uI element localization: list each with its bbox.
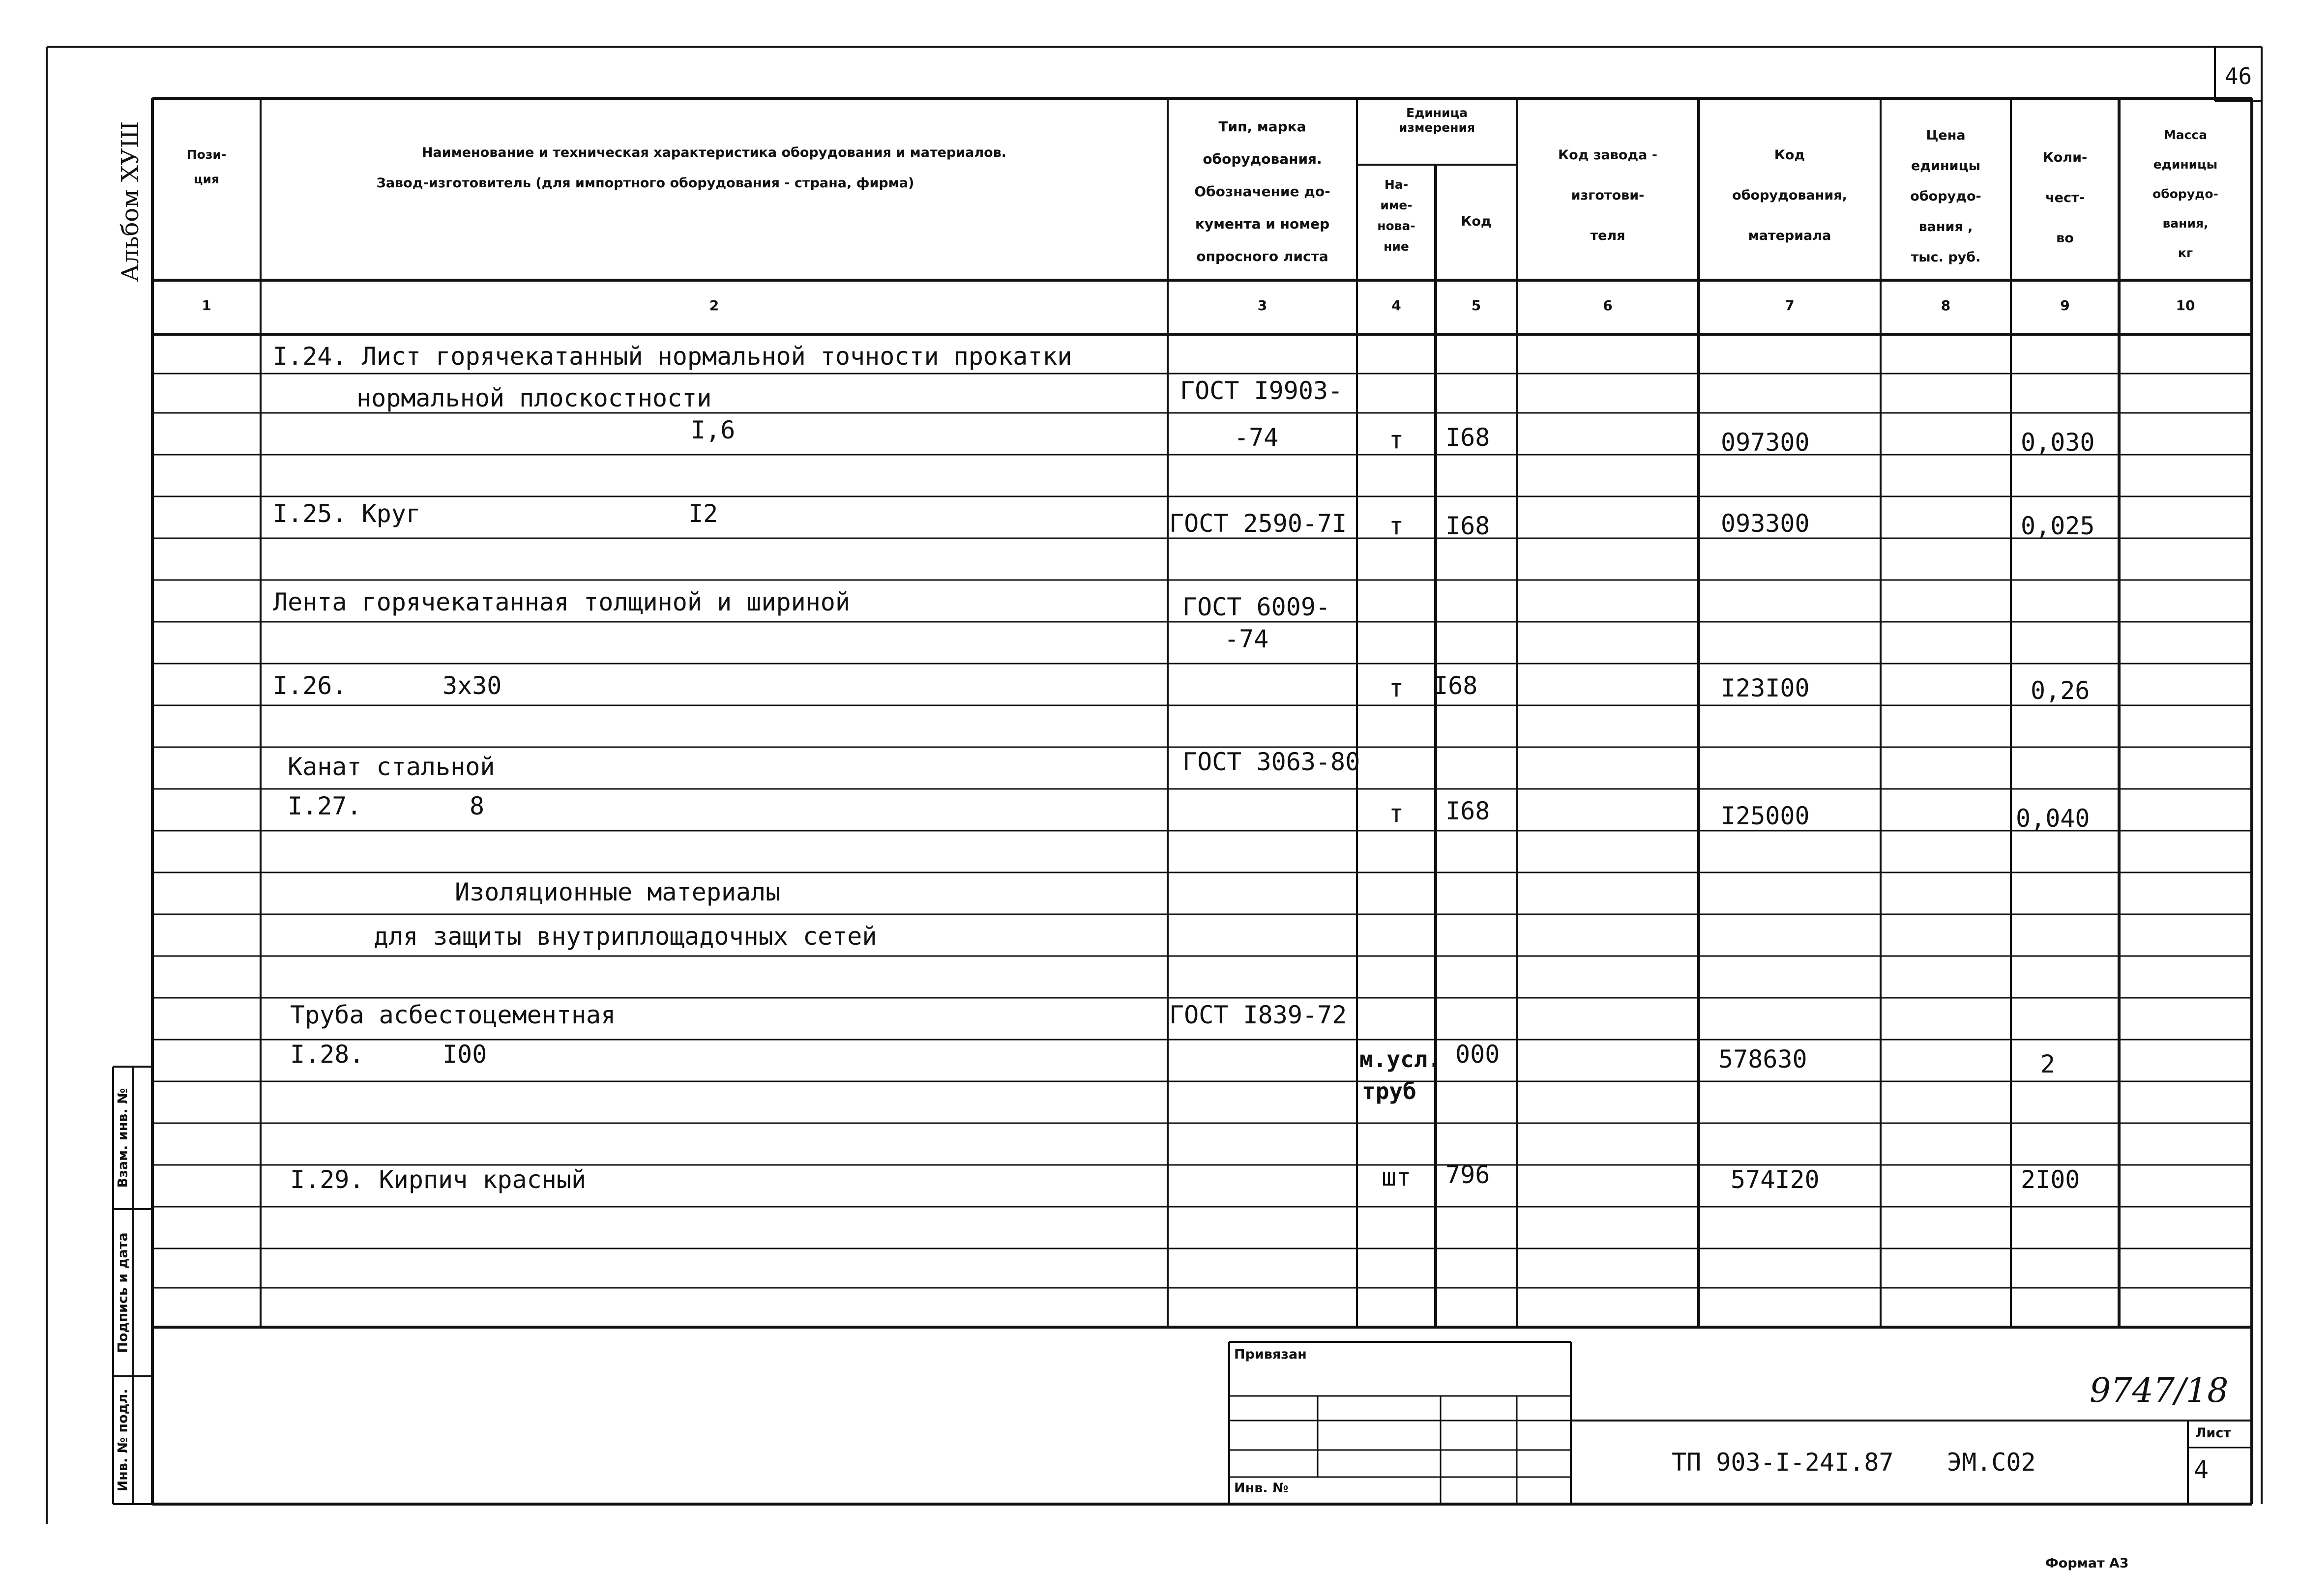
item-name: I.25. Круг	[273, 499, 421, 528]
album-label: Альбом ХУШ	[117, 121, 144, 282]
item-unit: шт	[1381, 1163, 1412, 1191]
column-number: 7	[1785, 297, 1795, 314]
column-number: 4	[1391, 297, 1401, 314]
item-name: Труба асбестоцементная	[290, 1001, 616, 1029]
stamp-designation: ТП 903-I-24I.87	[1672, 1448, 1894, 1477]
header-factory-code: Код завода - изготови- теля	[1558, 147, 1657, 243]
item-quantity: 0,025	[2021, 512, 2095, 540]
item-name: I,6	[691, 416, 736, 444]
item-name: I.29. Кирпич красный	[290, 1165, 587, 1194]
item-unit: т	[1388, 426, 1404, 454]
item-name: I.24. Лист горячекатанный нормальной точности прокатки	[273, 342, 1072, 371]
item-code: 097300	[1721, 428, 1810, 457]
header-mass: Масса единицы оборудо- вания, кг	[2152, 128, 2218, 260]
item-unit: м.усл.	[1359, 1046, 1442, 1073]
side-label-vzam-inv: Взам. инв. №	[115, 1088, 131, 1188]
item-doc: ГОСТ 3063-80	[1182, 748, 1360, 776]
stamp-inv-no: Инв. №	[1234, 1480, 1289, 1496]
item-doc: ГОСТ 2590-7I	[1169, 509, 1347, 538]
item-quantity: 0,26	[2031, 676, 2090, 705]
item-quantity: 2	[2040, 1050, 2056, 1078]
item-unit: труб	[1362, 1078, 1416, 1104]
stamp-sheet-label: Лист	[2195, 1425, 2231, 1441]
header-unit-name: На- име- нова- ние	[1377, 177, 1415, 254]
item-name: Канат стальной	[288, 753, 495, 781]
item-doc: ГОСТ 6009-	[1182, 593, 1331, 621]
item-doc: ГОСТ I839-72	[1169, 1001, 1347, 1029]
column-number: 9	[2060, 297, 2070, 314]
column-number: 2	[709, 297, 719, 314]
header-price: Цена единицы оборудо- вания , тыс. руб.	[1910, 128, 1981, 265]
item-unit-code: 000	[1455, 1040, 1500, 1069]
header-quantity: Коли- чест- во	[2042, 150, 2088, 246]
item-name: Лента горячекатанная толщиной и шириной	[273, 588, 850, 616]
column-number: 3	[1257, 297, 1267, 314]
item-name: нормальной плоскостности	[356, 384, 712, 412]
item-unit-code: I68	[1433, 671, 1478, 700]
header-name: Наименование и техническая характеристика оборудования и материалов. Завод-изготовитель (для импортного оборудования - страна, фирма)	[376, 145, 1007, 191]
item-name: I.26.	[273, 671, 347, 700]
column-number: 8	[1941, 297, 1951, 314]
stamp-sheet-number: 4	[2194, 1455, 2209, 1484]
header-equipment-code: Код оборудования, материала	[1732, 147, 1847, 243]
item-doc: -74	[1224, 625, 1269, 653]
stamp-privyazan: Привязан	[1234, 1347, 1307, 1362]
item-code: 578630	[1718, 1045, 1807, 1074]
section-title: для защиты внутриплощадочных сетей	[374, 922, 877, 951]
header-unit-group: Единица измерения	[1398, 106, 1475, 135]
item-quantity: 0,030	[2021, 428, 2095, 457]
item-unit-code: I68	[1445, 423, 1490, 452]
header-position: Пози- ция	[186, 147, 227, 186]
item-unit: т	[1388, 674, 1404, 702]
item-unit: т	[1388, 799, 1404, 828]
item-unit-code: 796	[1445, 1161, 1490, 1189]
column-number: 10	[2176, 297, 2195, 314]
item-unit: т	[1388, 512, 1404, 540]
section-title: Изоляционные материалы	[455, 878, 781, 906]
header-type: Тип, марка оборудования. Обозначение до- кумента и номер опросного листа	[1194, 118, 1330, 264]
column-number: 5	[1471, 297, 1481, 314]
column-number: 6	[1603, 297, 1613, 314]
item-name: I.27.	[288, 792, 362, 820]
side-label-signature-date: Подпись и дата	[115, 1232, 131, 1353]
item-code: I23I00	[1721, 674, 1810, 702]
item-size: 8	[470, 792, 485, 820]
item-size: I00	[442, 1040, 487, 1069]
stamp-handwritten-number: 9747/18	[2090, 1371, 2229, 1410]
item-name: I.28.	[290, 1040, 364, 1069]
item-size: 3х30	[442, 671, 502, 700]
format-label: Формат А3	[2045, 1556, 2129, 1571]
item-quantity: 2I00	[2021, 1165, 2080, 1194]
header-unit-code: Код	[1461, 214, 1492, 229]
item-unit-code: I68	[1445, 797, 1490, 825]
column-number: 1	[202, 297, 211, 314]
page-number: 46	[2224, 63, 2252, 89]
item-doc: -74	[1234, 423, 1279, 452]
item-code: I25000	[1721, 802, 1810, 830]
item-code: 574I20	[1731, 1165, 1820, 1194]
stamp-doc-code: ЭМ.С02	[1947, 1448, 2036, 1477]
side-label-inv-podl: Инв. № подл.	[115, 1389, 131, 1492]
item-doc: ГОСТ I9903-	[1180, 377, 1343, 405]
item-unit-code: I68	[1445, 512, 1490, 540]
item-size: I2	[688, 499, 718, 528]
item-code: 093300	[1721, 509, 1810, 538]
item-quantity: 0,040	[2016, 804, 2090, 833]
